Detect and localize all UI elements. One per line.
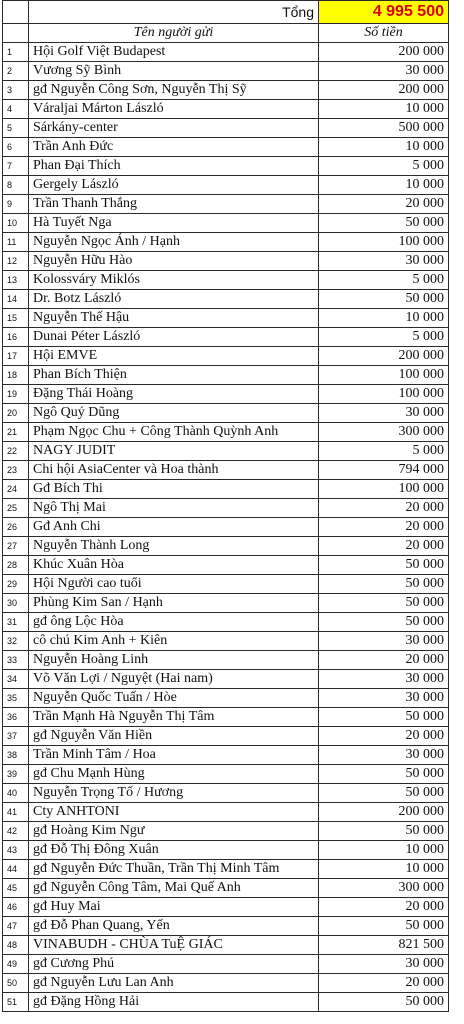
amount: 30 000 [319, 404, 449, 423]
sender-name: gđ Nguyễn Đức Thuần, Trần Thị Minh Tâm [29, 860, 319, 879]
table-row [3, 461, 449, 480]
amount: 200 000 [319, 803, 449, 822]
row-number: 43 [3, 841, 29, 860]
row-number: 38 [3, 746, 29, 765]
total-row [3, 1, 449, 24]
sender-name: Phan Bích Thiện [29, 366, 319, 385]
sender-name: Dr. Botz László [29, 290, 319, 309]
table-row [3, 613, 449, 632]
sender-name: gđ Nguyễn Công Tâm, Mai Quế Anh [29, 879, 319, 898]
row-number: 2 [3, 62, 29, 81]
row-number: 14 [3, 290, 29, 309]
amount: 30 000 [319, 632, 449, 651]
amount: 100 000 [319, 366, 449, 385]
amount: 10 000 [319, 138, 449, 157]
total-label: Tổng [29, 1, 319, 24]
table-row [3, 879, 449, 898]
amount: 300 000 [319, 879, 449, 898]
table-row [3, 62, 449, 81]
sender-name: Khúc Xuân Hòa [29, 556, 319, 575]
header-empty-cell [3, 24, 29, 43]
amount: 5 000 [319, 157, 449, 176]
sender-name: Kolossváry Miklós [29, 271, 319, 290]
sender-name: Gđ Anh Chi [29, 518, 319, 537]
sender-name: Nguyễn Thành Long [29, 537, 319, 556]
sender-name: Chi hội AsiaCenter và Hoa thành [29, 461, 319, 480]
amount: 20 000 [319, 898, 449, 917]
amount: 10 000 [319, 309, 449, 328]
table-row [3, 119, 449, 138]
row-number: 42 [3, 822, 29, 841]
row-number: 25 [3, 499, 29, 518]
table-row [3, 157, 449, 176]
amount: 50 000 [319, 594, 449, 613]
sender-name: Vương Sỹ Bình [29, 62, 319, 81]
table-row [3, 423, 449, 442]
amount: 5 000 [319, 442, 449, 461]
table-row [3, 328, 449, 347]
table-row [3, 366, 449, 385]
row-number: 31 [3, 613, 29, 632]
amount: 20 000 [319, 518, 449, 537]
sender-name: Nguyễn Ngọc Ánh / Hạnh [29, 233, 319, 252]
amount: 30 000 [319, 955, 449, 974]
table-row [3, 993, 449, 1012]
table-row [3, 822, 449, 841]
amount: 30 000 [319, 62, 449, 81]
amount: 5 000 [319, 271, 449, 290]
row-number: 21 [3, 423, 29, 442]
sender-name: Nguyễn Thế Hậu [29, 309, 319, 328]
header-row [3, 24, 449, 43]
table-row [3, 974, 449, 993]
row-number: 10 [3, 214, 29, 233]
row-number: 17 [3, 347, 29, 366]
amount: 30 000 [319, 670, 449, 689]
amount: 50 000 [319, 556, 449, 575]
table-body [3, 1, 449, 1012]
table-row [3, 651, 449, 670]
table-row [3, 689, 449, 708]
sender-name: gđ Đặng Hồng Hải [29, 993, 319, 1012]
amount: 200 000 [319, 81, 449, 100]
table-row [3, 309, 449, 328]
sender-name: Nguyễn Trọng Tố / Hương [29, 784, 319, 803]
table-row [3, 803, 449, 822]
sender-name: Nguyễn Hoàng Linh [29, 651, 319, 670]
row-number: 47 [3, 917, 29, 936]
row-number: 32 [3, 632, 29, 651]
row-number: 8 [3, 176, 29, 195]
table-row [3, 594, 449, 613]
row-number: 24 [3, 480, 29, 499]
sender-name: gđ ông Lộc Hòa [29, 613, 319, 632]
table-row [3, 575, 449, 594]
table-row [3, 214, 449, 233]
table-row [3, 670, 449, 689]
sender-name: gđ Chu Mạnh Hùng [29, 765, 319, 784]
table-row [3, 176, 449, 195]
sender-name: cô chú Kim Anh + Kiên [29, 632, 319, 651]
table-row [3, 708, 449, 727]
table-row [3, 917, 449, 936]
row-number: 27 [3, 537, 29, 556]
row-number: 50 [3, 974, 29, 993]
sender-name: Ngô Thị Mai [29, 499, 319, 518]
table-row [3, 442, 449, 461]
table-row [3, 860, 449, 879]
table-row [3, 898, 449, 917]
row-number: 18 [3, 366, 29, 385]
table-row [3, 138, 449, 157]
table-row [3, 518, 449, 537]
table-row [3, 290, 449, 309]
sender-name: Cty ANHTONI [29, 803, 319, 822]
sender-name: gđ Nguyễn Lưu Lan Anh [29, 974, 319, 993]
table-row [3, 252, 449, 271]
sender-name: Sárkány-center [29, 119, 319, 138]
sender-name: Gergely László [29, 176, 319, 195]
table-row [3, 499, 449, 518]
row-number: 1 [3, 43, 29, 62]
sender-name: Trần Minh Tâm / Hoa [29, 746, 319, 765]
amount: 300 000 [319, 423, 449, 442]
amount: 10 000 [319, 841, 449, 860]
row-number: 37 [3, 727, 29, 746]
table-row [3, 784, 449, 803]
table-row [3, 746, 449, 765]
row-number: 20 [3, 404, 29, 423]
sender-name: Gđ Bích Thi [29, 480, 319, 499]
row-number: 30 [3, 594, 29, 613]
amount: 20 000 [319, 974, 449, 993]
sender-name: NAGY JUDIT [29, 442, 319, 461]
amount: 20 000 [319, 537, 449, 556]
amount: 100 000 [319, 480, 449, 499]
amount: 50 000 [319, 575, 449, 594]
sender-name: Trần Mạnh Hà Nguyễn Thị Tâm [29, 708, 319, 727]
sender-name: Trần Thanh Thắng [29, 195, 319, 214]
sender-name: Hội Golf Việt Budapest [29, 43, 319, 62]
row-number: 28 [3, 556, 29, 575]
amount: 5 000 [319, 328, 449, 347]
row-number: 16 [3, 328, 29, 347]
sender-name: Hội EMVE [29, 347, 319, 366]
amount: 50 000 [319, 822, 449, 841]
sender-name: VINABUDH - CHÙA TuỆ GIÁC [29, 936, 319, 955]
sender-name: gđ Nguyễn Văn Hiền [29, 727, 319, 746]
amount: 10 000 [319, 860, 449, 879]
row-number: 22 [3, 442, 29, 461]
amount: 50 000 [319, 290, 449, 309]
sender-name: gđ Đỗ Phan Quang, Yến [29, 917, 319, 936]
row-number: 4 [3, 100, 29, 119]
table-row [3, 537, 449, 556]
row-number: 3 [3, 81, 29, 100]
table-row [3, 727, 449, 746]
amount: 50 000 [319, 765, 449, 784]
sender-name: gđ Cương Phú [29, 955, 319, 974]
row-number: 41 [3, 803, 29, 822]
amount: 50 000 [319, 214, 449, 233]
row-number: 34 [3, 670, 29, 689]
sender-name: Đặng Thái Hoàng [29, 385, 319, 404]
table-row [3, 841, 449, 860]
amount: 20 000 [319, 651, 449, 670]
sender-name: gđ Nguyễn Công Sơn, Nguyễn Thị Sỹ [29, 81, 319, 100]
row-number: 13 [3, 271, 29, 290]
header-name: Tên người gửi [29, 24, 319, 43]
table-row [3, 936, 449, 955]
amount: 50 000 [319, 784, 449, 803]
row-number: 36 [3, 708, 29, 727]
amount: 50 000 [319, 917, 449, 936]
sender-name: Dunai Péter László [29, 328, 319, 347]
amount: 821 500 [319, 936, 449, 955]
amount: 100 000 [319, 385, 449, 404]
table-row [3, 233, 449, 252]
amount: 100 000 [319, 233, 449, 252]
amount: 200 000 [319, 43, 449, 62]
table-row [3, 404, 449, 423]
total-empty-cell [3, 1, 29, 24]
row-number: 33 [3, 651, 29, 670]
row-number: 6 [3, 138, 29, 157]
amount: 794 000 [319, 461, 449, 480]
table-row [3, 632, 449, 651]
row-number: 49 [3, 955, 29, 974]
row-number: 51 [3, 993, 29, 1012]
table-row [3, 385, 449, 404]
table-row [3, 480, 449, 499]
row-number: 5 [3, 119, 29, 138]
row-number: 11 [3, 233, 29, 252]
row-number: 9 [3, 195, 29, 214]
amount: 20 000 [319, 195, 449, 214]
sender-name: Trần Anh Đức [29, 138, 319, 157]
row-number: 29 [3, 575, 29, 594]
row-number: 35 [3, 689, 29, 708]
amount: 50 000 [319, 613, 449, 632]
row-number: 40 [3, 784, 29, 803]
table-row [3, 271, 449, 290]
row-number: 15 [3, 309, 29, 328]
amount: 50 000 [319, 993, 449, 1012]
sender-name: Phùng Kim San / Hạnh [29, 594, 319, 613]
table-row [3, 955, 449, 974]
total-value: 4 995 500 [319, 1, 449, 24]
sender-name: Phạm Ngọc Chu + Công Thành Quỳnh Anh [29, 423, 319, 442]
row-number: 23 [3, 461, 29, 480]
sender-name: gđ Huy Mai [29, 898, 319, 917]
amount: 50 000 [319, 708, 449, 727]
sender-name: Nguyễn Quốc Tuấn / Hòe [29, 689, 319, 708]
table-row [3, 347, 449, 366]
sender-name: gđ Hoàng Kim Ngư [29, 822, 319, 841]
row-number: 46 [3, 898, 29, 917]
amount: 20 000 [319, 727, 449, 746]
table-row [3, 43, 449, 62]
row-number: 7 [3, 157, 29, 176]
row-number: 45 [3, 879, 29, 898]
row-number: 12 [3, 252, 29, 271]
sender-name: Hà Tuyết Nga [29, 214, 319, 233]
table-row [3, 765, 449, 784]
table-row [3, 556, 449, 575]
sender-name: gđ Đỗ Thị Đông Xuân [29, 841, 319, 860]
amount: 10 000 [319, 176, 449, 195]
sender-name: Ngô Quý Dũng [29, 404, 319, 423]
amount: 30 000 [319, 689, 449, 708]
header-amount: Số tiền [319, 24, 449, 43]
sender-name: Váraljai Márton László [29, 100, 319, 119]
row-number: 39 [3, 765, 29, 784]
amount: 200 000 [319, 347, 449, 366]
row-number: 44 [3, 860, 29, 879]
amount: 20 000 [319, 499, 449, 518]
table-row [3, 195, 449, 214]
table-row [3, 81, 449, 100]
row-number: 19 [3, 385, 29, 404]
amount: 10 000 [319, 100, 449, 119]
sender-name: Phan Đại Thích [29, 157, 319, 176]
amount: 30 000 [319, 252, 449, 271]
sender-name: Võ Văn Lợi / Nguyệt (Hai nam) [29, 670, 319, 689]
sender-name: Hội Người cao tuổi [29, 575, 319, 594]
amount: 500 000 [319, 119, 449, 138]
row-number: 26 [3, 518, 29, 537]
donation-table [2, 0, 449, 1012]
table-row [3, 100, 449, 119]
amount: 30 000 [319, 746, 449, 765]
sender-name: Nguyễn Hữu Hào [29, 252, 319, 271]
row-number: 48 [3, 936, 29, 955]
